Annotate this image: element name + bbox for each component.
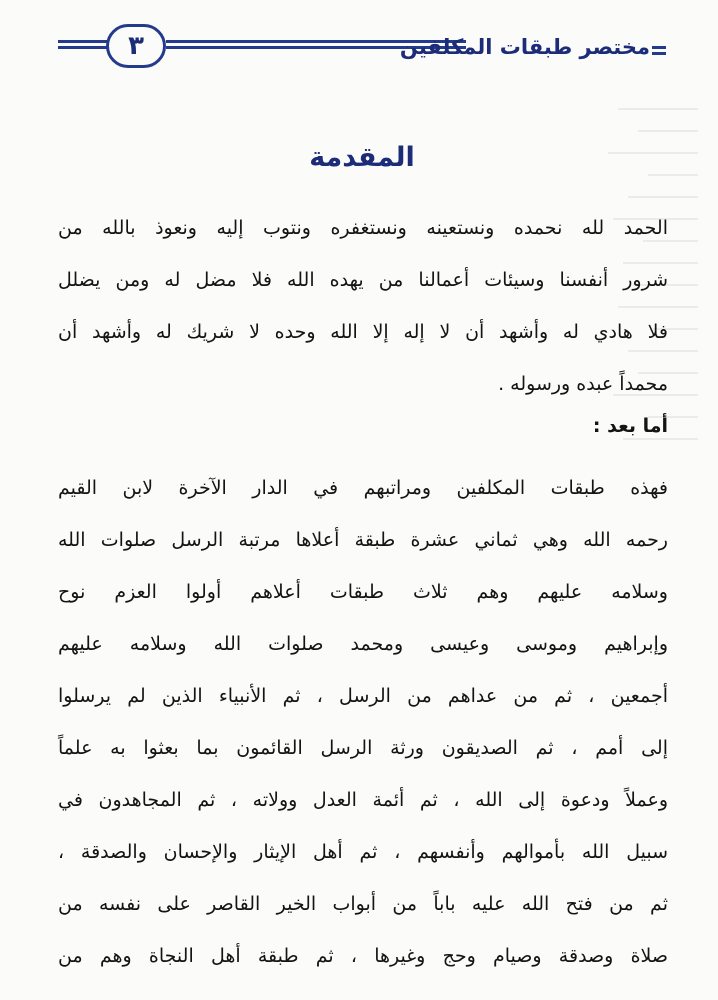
text-line: ثم من فتح الله عليه باباً من أبواب الخير القاصر على نفسه من: [58, 893, 668, 915]
text-line: رحمه الله وهي ثماني عشرة طبقة أعلاها مرتبة الرسل صلوات الله: [58, 529, 668, 551]
text-line: إلى أمم ، ثم الصديقون ورثة الرسل القائمون بما بعثوا به علماً: [58, 737, 668, 759]
title-dash-ornament: [652, 46, 666, 55]
text-line: صلاة وصدقة وصيام وحج وغيرها ، ثم طبقة أهل النجاة وهم من: [58, 945, 668, 967]
subheading: أما بعد :: [592, 415, 668, 437]
text-line: وعملاً ودعوة إلى الله ، ثم أئمة العدل وولاته ، ثم المجاهدون في: [58, 789, 668, 811]
header-rule-left: [58, 40, 108, 52]
text-line: شرور أنفسنا وسيئات أعمالنا من يهده الله فلا مضل له ومن يضلل: [58, 269, 668, 291]
body-paragraph: [58, 462, 668, 982]
text-line: أجمعين ، ثم من عداهم من الرسل ، ثم الأنبياء الذين لم يرسلوا: [58, 685, 668, 707]
intro-paragraph: [58, 202, 668, 410]
page-header: [58, 22, 666, 74]
book-title: مختصر طبقات المكلفين: [399, 35, 650, 59]
text-line: الحمد لله نحمده ونستعينه ونستغفره ونتوب إليه ونعوذ بالله من: [58, 217, 668, 239]
text-line: محمداً عبده ورسوله .: [498, 373, 668, 395]
section-heading: المقدمة: [309, 142, 415, 173]
text-line: فلا هادي له وأشهد أن لا إله إلا الله وحده لا شريك له وأشهد أن: [58, 321, 668, 343]
text-line: وإبراهيم وموسى وعيسى ومحمد صلوات الله وسلامه عليهم: [58, 633, 668, 655]
page-number: ٣: [106, 24, 166, 68]
text-line: فهذه طبقات المكلفين ومراتبهم في الدار الآخرة لابن القيم: [58, 477, 668, 499]
text-line: وسلامه عليهم وهم ثلاث طبقات أعلاهم أولوا العزم نوح: [58, 581, 668, 603]
text-line: سبيل الله بأموالهم وأنفسهم ، ثم أهل الإيثار والإحسان والصدقة ،: [58, 841, 668, 863]
